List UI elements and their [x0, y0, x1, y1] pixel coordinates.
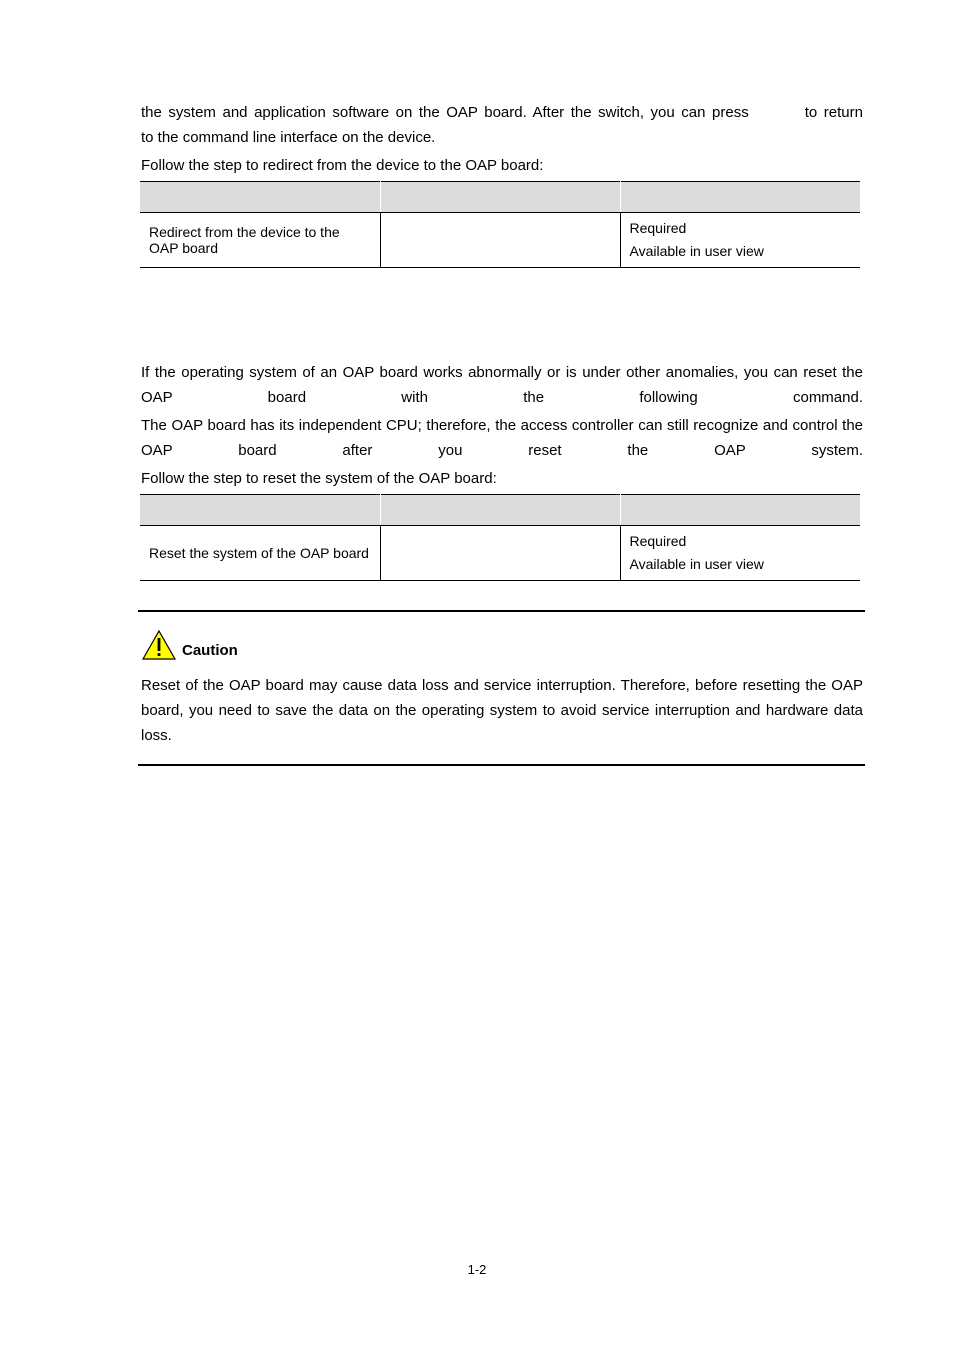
- operation-cell: Redirect from the device to the OAP board: [140, 213, 380, 268]
- table2-lead: Follow the step to reset the system of the OAP board:: [141, 470, 497, 487]
- redirect-step-table: [140, 181, 860, 268]
- intro-line-1-end: to return: [804, 104, 863, 121]
- intro-line-1-start: the system and application software on the OAP board. After the switch, you can press: [141, 104, 749, 121]
- intro-line-2: to the command line interface on the device.: [141, 129, 436, 146]
- table-row: [140, 213, 860, 268]
- table-header-row: [140, 495, 860, 526]
- caution-label: Caution: [182, 642, 238, 659]
- remark-view: Available in user view: [629, 556, 764, 572]
- table-row: [140, 526, 860, 581]
- remark-required: Required: [629, 533, 687, 549]
- intro-line-1: [141, 100, 863, 125]
- header-remarks: [620, 495, 860, 526]
- command-cell: [380, 213, 620, 268]
- header-command: [380, 495, 620, 526]
- header-operation: [140, 182, 380, 213]
- operation-cell: Reset the system of the OAP board: [140, 526, 380, 581]
- table-header-row: [140, 182, 860, 213]
- remark-required: Required: [629, 220, 687, 236]
- remarks-cell: [620, 526, 860, 581]
- caution-bottom-rule: [138, 764, 865, 766]
- reset-paragraph-2-text: The OAP board has its independent CPU; therefore, the access controller can still recognize and control the OAP board after you reset the OAP system.: [141, 417, 863, 459]
- page-number: 1-2: [467, 1262, 487, 1277]
- reset-step-table: [140, 494, 860, 581]
- header-remarks: [620, 182, 860, 213]
- caution-top-rule: [138, 610, 865, 612]
- command-cell: [380, 526, 620, 581]
- warning-triangle-icon: [141, 629, 177, 661]
- remark-view: Available in user view: [629, 243, 764, 259]
- header-command: [380, 182, 620, 213]
- reset-paragraph-1-text: If the operating system of an OAP board works abnormally or is under other anomalies, you can reset the OAP board with the following command.: [141, 364, 863, 406]
- remarks-cell: [620, 213, 860, 268]
- table1-lead: Follow the step to redirect from the device to the OAP board:: [141, 157, 544, 174]
- caution-text: Reset of the OAP board may cause data loss and service interruption. Therefore, before resetting the OAP board, you need to save the data on the operating system to avoid service interruption and hardware data loss.: [141, 677, 863, 744]
- header-operation: [140, 495, 380, 526]
- reset-paragraph-2: [141, 413, 863, 463]
- reset-paragraph-1: [141, 360, 863, 410]
